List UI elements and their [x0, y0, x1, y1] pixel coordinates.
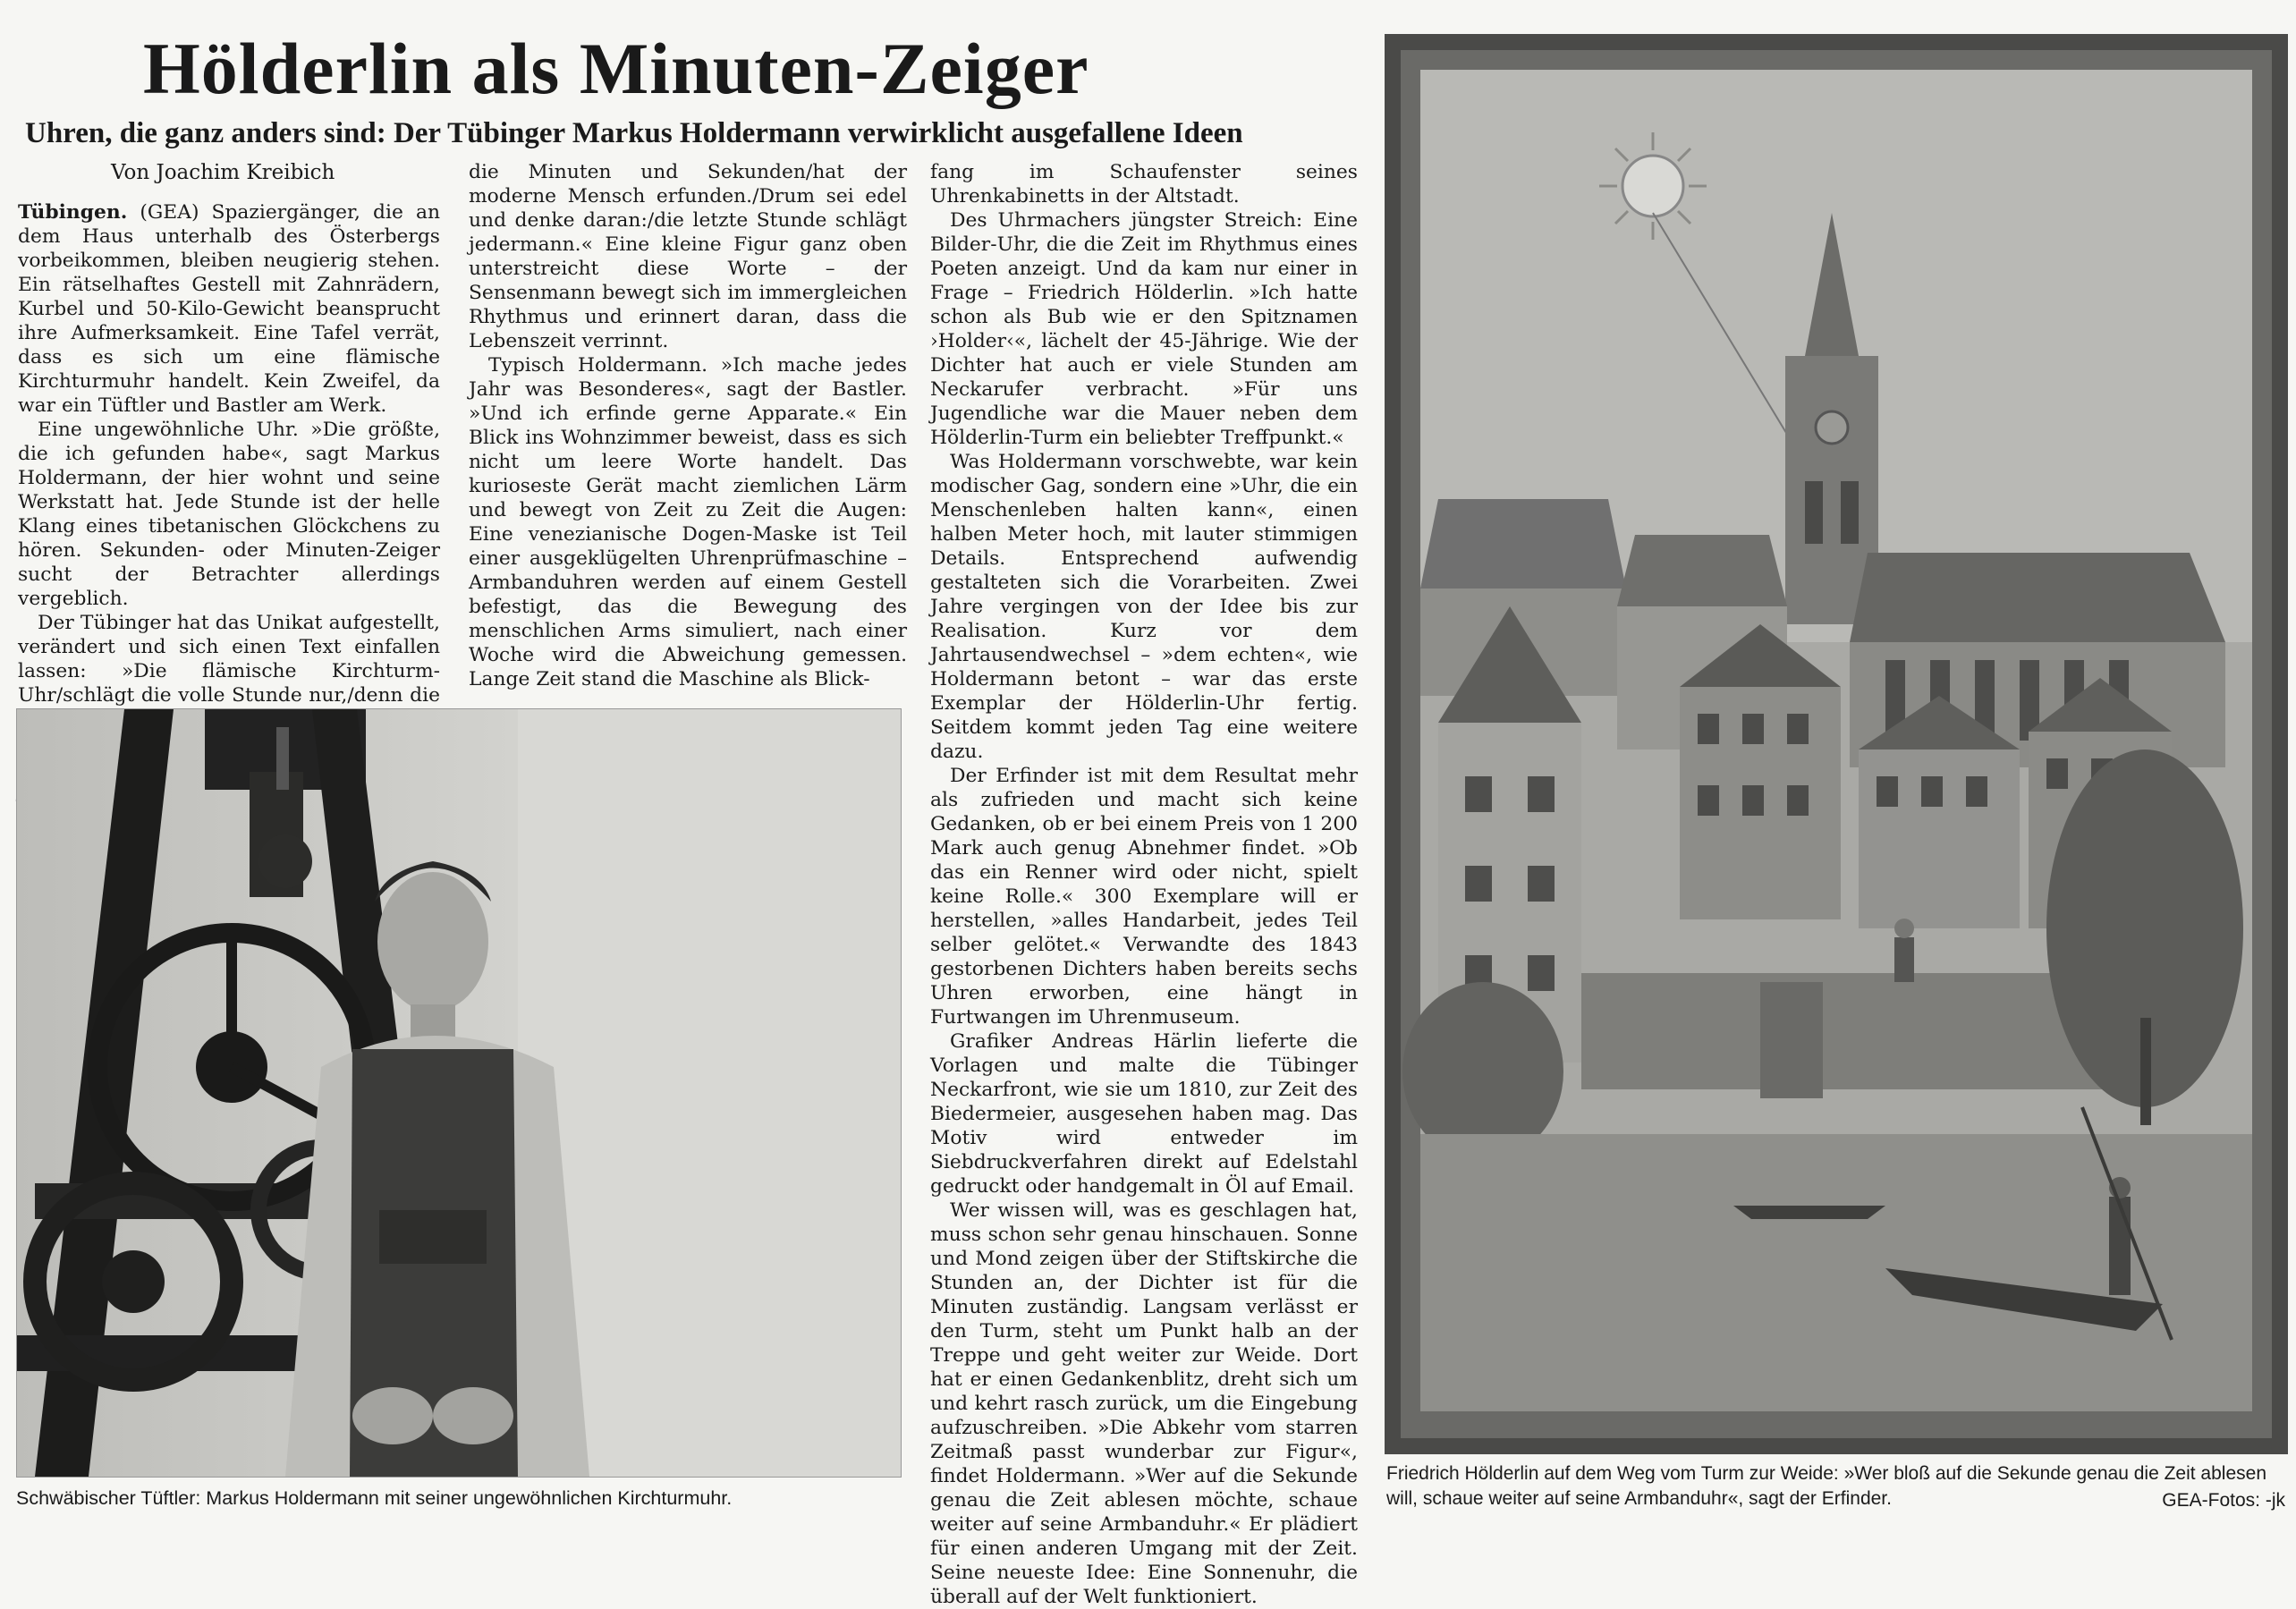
- byline: Von Joachim Kreibich: [111, 161, 335, 184]
- paragraph: Tübingen. (GEA) Spaziergänger, die an dem Haus unterhalb des Österbergs vorbeikommen, bleiben neugierig stehen. Ein rätselhaftes Gestell mit Zahnrädern, Kurbel und 50-Kilo-Gewicht beansprucht ihre Aufmerksamkeit. Eine Tafel verrät, dass es sich um eine flämische Kirchturmuhr handelt. Kein Zweifel, da war ein Tüftler und Bastler am Werk.: [18, 201, 440, 417]
- paragraph: Wer wissen will, was es geschlagen hat, muss schon sehr genau hinschauen. Sonne und Mond zeigen über der Stiftskirche die Stunden an, der Dichter ist für die Minuten zuständig. Langsam verlässt er den Turm, steht um Punkt halb an der Treppe und geht weiter zur Weide. Dort hat er einen Gedankenblitz, dreht sich um und kehrt rasch zurück, um die Eingebung aufzuschreiben. »Die Abkehr vom starren Zeitmaß passt wunderbar zur Figur«, findet Holdermann. »Wer auf die Sekunde genau die Zeit ablesen möchte, schaue weiter auf seine Armbanduhr.« Er plädiert für einen anderen Umgang mit der Zeit. Seine neueste Idee: Eine Sonnenuhr, die überall auf der Welt funktioniert.: [930, 1199, 1358, 1608]
- article-column-3: [930, 160, 1358, 1608]
- reverse-side-bleed: [89, 0, 2147, 18]
- article-column-1: [18, 200, 440, 707]
- photo-clockmaker: [16, 708, 902, 1478]
- article-column-2: [469, 160, 907, 690]
- paragraph-continued: fang im Schaufenster seines Uhrenkabinetts in der Altstadt.: [930, 161, 1358, 207]
- dateline: Tübingen.: [18, 201, 128, 224]
- paragraph: Grafiker Andreas Härlin lieferte die Vorlagen und malte die Tübinger Neckarfront, wie sie um 1810, zur Zeit des Biedermeier, ausgesehen haben mag. Das Motiv wird entweder im Siebdruckverfahren direkt auf Edelstahl gedruckt oder handgemalt in Öl auf Email.: [930, 1030, 1358, 1198]
- photo-hoelderlin-clock: [1385, 34, 2288, 1454]
- paragraph: Der Erfinder ist mit dem Resultat mehr als zufrieden und macht sich keine Gedanken, ob er bei einem Preis von 1 200 Mark auch genug Abnehmer findet. »Ob das ein Renner wird oder nicht, spielt keine Rolle.« 300 Exemplare will er herstellen, »alles Handarbeit, jedes Teil selber gelötet.« Verwandte des 1843 gestorbenen Dichters haben bereits sechs Uhren erworben, eine hängt in Furtwangen im Uhrenmuseum.: [930, 765, 1358, 1029]
- paragraph: Der Tübinger hat das Unikat aufgestellt, verändert und sich einen Text einfallen lassen: »Die flämische Kirchturm-Uhr/schlägt die volle Stunde nur,/denn die: [18, 612, 440, 707]
- subheadline: Uhren, die ganz anders sind: Der Tübinger Markus Holdermann verwirklicht ausgefallene Ideen: [25, 117, 1243, 149]
- photo-clockmaker-illustration: [17, 709, 901, 1477]
- photo-credit: GEA-Fotos: -jk: [2162, 1490, 2285, 1511]
- photo-caption-right: [1386, 1461, 2285, 1517]
- paragraph: Eine ungewöhnliche Uhr. »Die größte, die ich gefunden habe«, sagt Markus Holdermann, der hier wohnt und seine Werkstatt hat. Jede Stunde ist der helle Klang eines tibetanischen Glöckchens zu hören. Sekunden- oder Minuten-Zeiger sucht der Betrachter allerdings vergeblich.: [18, 419, 440, 610]
- photo-caption-left: Schwäbischer Tüftler: Markus Holdermann mit seiner ungewöhnlichen Kirchturmuhr.: [16, 1487, 733, 1509]
- photo-caption-right-text: Friedrich Hölderlin auf dem Weg vom Turm zur Weide: »Wer bloß auf die Sekunde genau die Zeit ablesen will, schaue weiter auf seine Armbanduhr«, sagt der Erfinder.: [1386, 1463, 2266, 1509]
- paragraph: Des Uhrmachers jüngster Streich: Eine Bilder-Uhr, die die Zeit im Rhythmus eines Poeten anzeigt. Und da kam nur einer in Frage – Friedrich Hölderlin. »Ich hatte schon als Bub wie er den Spitznamen ›Holder‹«, lächelt der 45-Jährige. Wie der Dichter hat auch er viele Stunden am Neckarufer verbracht. »Für uns Jugendliche war die Mauer neben dem Hölderlin-Turm ein beliebter Treffpunkt.«: [930, 209, 1358, 449]
- paragraph-continued: die Minuten und Sekunden/hat der moderne Mensch erfunden./Drum sei edel und denke daran:/die letzte Stunde schlägt jedermann.« Eine kleine Figur ganz oben unterstreicht diese Worte – der Sensenmann bewegt sich im immergleichen Rhythmus und erinnert daran, dass die Lebenszeit verrinnt.: [469, 161, 907, 352]
- photo-hoelderlin-clock-illustration: [1385, 34, 2288, 1454]
- paragraph: Typisch Holdermann. »Ich mache jedes Jahr was Besonderes«, sagt der Bastler. »Und ich erfinde gerne Apparate.« Ein Blick ins Wohnzimmer beweist, dass es sich nicht um leere Worte handelt. Das kurioseste Gerät macht ziemlichen Lärm und bewegt von Zeit zu Zeit die Augen: Eine venezianische Dogen-Maske ist Teil einer ausgeklügelten Uhrenprüfmaschine – Armbanduhren werden auf einem Gestell befestigt, das die Bewegung des menschlichen Arms simuliert, nach einer Woche wird die Abweichung gemessen. Lange Zeit stand die Maschine als Blick-: [469, 354, 907, 690]
- headline: Hölderlin als Minuten-Zeiger: [143, 28, 1089, 109]
- paragraph: Was Holdermann vorschwebte, war kein modischer Gag, sondern eine »Uhr, die ein Menschenleben halten kann«, einen halben Meter hoch, mit lauter stimmigen Details. Entsprechend aufwendig gestalteten sich die Vorarbeiten. Zwei Jahre vergingen von der Idee bis zur Realisation. Kurz vor dem Jahrtausendwechsel – »dem echten«, wie Holdermann betont – war das erste Exemplar der Hölderlin-Uhr fertig. Seitdem kommt jeden Tag eine weitere dazu.: [930, 451, 1358, 763]
